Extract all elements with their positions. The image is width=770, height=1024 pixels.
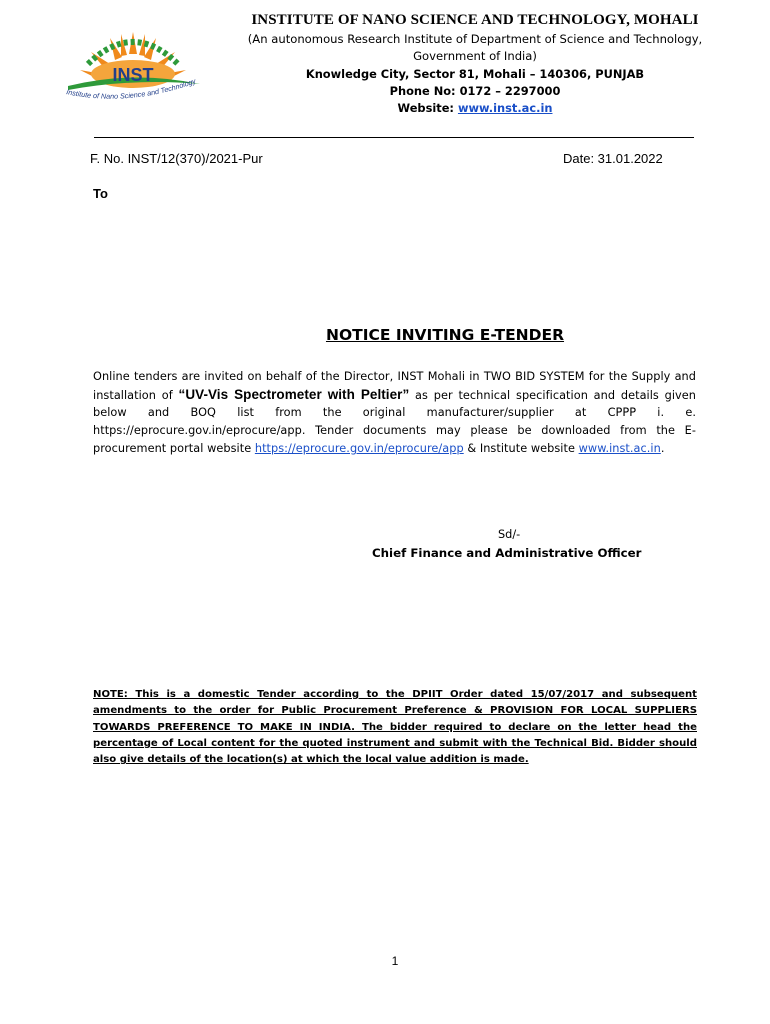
signatory-title: Chief Finance and Administrative Officer [372,546,642,560]
body-part1: Online tenders are invited on behalf of the Director, INST Mohali in TWO BID SYSTEM for the Supply and installation of [93,370,696,402]
institute-phone: Phone No: 0172 – 2297000 [389,84,561,98]
body-part2: as per technical specification and details given below and BOQ list from the original manufacturer/supplier at CPPP i. e. https://eprocure.gov.in/eprocure/app. Tender documents may please be downloaded from the E-procurement portal website [93,388,696,455]
signature-mark: Sd/- [498,528,521,541]
header-divider [94,137,694,138]
institute-title: INSTITUTE OF NANO SCIENCE AND TECHNOLOGY, MOHALI [251,12,699,28]
notice-body [93,368,696,458]
eprocure-link[interactable]: https://eprocure.gov.in/eprocure/app [254,441,464,455]
logo-acronym: INST [112,65,154,85]
tender-item: “UV-Vis Spectrometer with Peltier” [178,386,410,402]
institute-link[interactable]: www.inst.ac.in [578,441,661,455]
domestic-tender-note: NOTE: This is a domestic Tender according to the DPIIT Order dated 15/07/2017 and subsequent amendments to the order for Public Procurement Preference & PROVISION FOR LOCAL SUPPLIERS TOWARDS PREFERENCE TO MAKE IN INDIA. The bidder required to declare on the letter head the percentage of Local content for the quoted instrument and submit with the Technical Bid. Bidder should also give details of the location(s) at which the local value addition is made. [93,689,697,766]
letter-date: Date: 31.01.2022 [563,151,663,166]
body-part3: & Institute website [463,441,579,455]
institute-subtitle-line2: Government of India) [413,49,537,63]
addressee-to: To [93,186,108,201]
website-link[interactable]: www.inst.ac.in [457,101,553,115]
inst-logo [58,24,208,102]
institute-subtitle-line1: (An autonomous Research Institute of Department of Science and Technology, [247,32,703,46]
notice-heading: NOTICE INVITING E-TENDER [325,326,565,344]
institute-address: Knowledge City, Sector 81, Mohali – 140306, PUNJAB [305,67,645,81]
website-label: Website: [397,101,458,115]
institute-website [205,100,745,117]
page-number: 1 [391,954,399,968]
logo-arc-text: Institute of Nano Science and Technology [65,76,197,101]
file-number: F. No. INST/12(370)/2021-Pur [90,151,263,166]
body-part4: . [660,441,665,455]
